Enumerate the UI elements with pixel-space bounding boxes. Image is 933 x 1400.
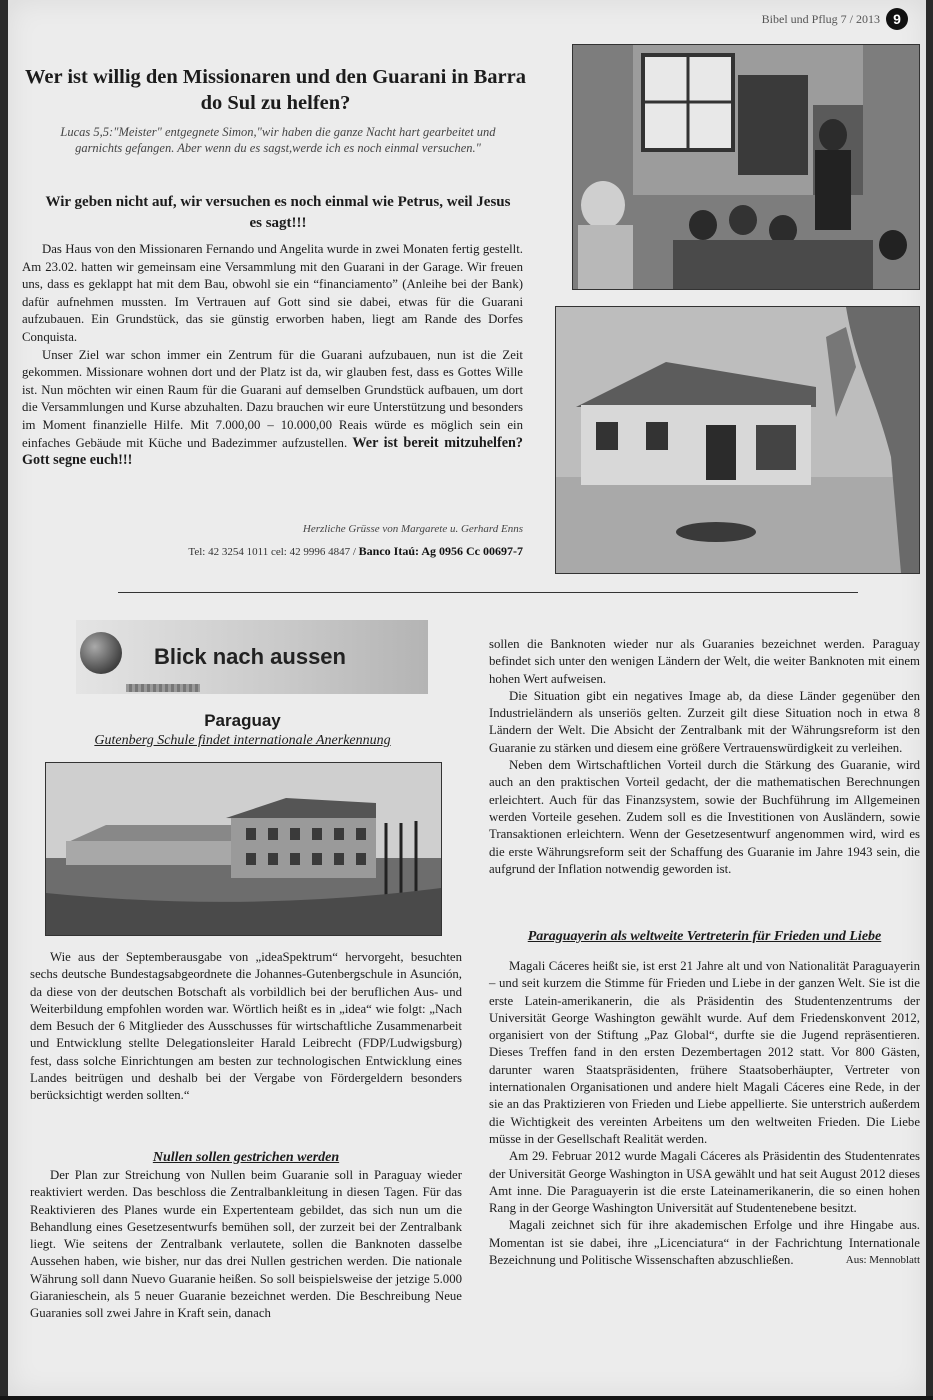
nullen-article-right	[489, 636, 920, 878]
article-body	[22, 241, 523, 470]
article-motto: Wir geben nicht auf, wir versuchen es noch einmal wie Petrus, weil Jesus es sagt!!!	[45, 194, 511, 231]
paragraph	[22, 347, 523, 470]
photo-mission-house	[555, 306, 920, 574]
call-to-action: Wer ist bereit mitzuhelfen? Gott segne euch!!!	[22, 434, 523, 469]
gutenberg-article	[30, 949, 462, 1105]
magazine-page	[8, 0, 926, 1396]
phone-numbers: Tel: 42 3254 1011 cel: 42 9996 4847 /	[188, 546, 356, 558]
paragraph: Magali Cáceres heißt sie, ist erst 21 Jahre alt und von Nationalität Paraguayerin – und seit kurzem die Stimme für Frieden und Liebe in der ganzen Welt. Sie ist die erste Latein-amerikanerin, die als Präsidentin des Studentenzentrums der Universität George Washington gewählt wurde. Auf dem Friedenskonvent 2012, organisiert von der Stiftung „Paz Global“, durfte sie die Jugend repräsentieren. Dieses Treffen fand in den ersten Dezembertagen 2012 statt. Vor 800 Gästen, darunter waren Staatspräsidenten, frühere Staatsoberhäupter, Vertreter von internationalen Organisationen und andere hielt Magali Cáceres eine Rede, in der sie an das Praktizieren von Frieden und Liebe appellierte. Sie unterstrich außerdem die Wichtigkeit des vereinten Arbeitens um den weltweiten Frieden. Die Liebe müsse in der Gesellschaft Realität werden.	[489, 959, 920, 1146]
article-heading-paraguayerin: Paraguayerin als weltweite Vertreterin für Frieden und Liebe	[527, 929, 882, 944]
page-header	[762, 8, 908, 30]
paragraph: Die Situation gibt ein negatives Image ab, da diese Länder gegenüber den Industrieländern als unseriös gelten. Zurzeit gilt diese Situation noch in etwa 8 Ländern der Welt. Die Absicht der Zentralbank mit der Währungsreform ist den Guaranie zu stärken und diesem eine größere Vertrauenswürdigkeit zu verleihen.	[489, 688, 920, 755]
paragraph-text: Magali zeichnet sich für ihre akademischen Erfolge und ihre Hingabe aus. Momentan ist sie dabei, ihre „Licenciatura“ in der Fachrichtung Internationale Bezeichnung und Politische Wissenschaften abzuschließen.	[489, 1218, 920, 1268]
paragraph: Am 29. Februar 2012 wurde Magali Cáceres als Präsidentin des Studentenrates der Universität George Washington in USA gewählt und hat seit August 2012 dieses Amt inne. Die Paraguayerin ist die erste Lateinamerikanerin, die so einen hohen Rang in der George Washington Universität auf Studentenebene besitzt.	[489, 1149, 920, 1216]
contact-line	[22, 544, 523, 559]
paragraph: Neben dem Wirtschaftlichen Vorteil durch die Stärkung des Guaranie, wird auch an den praktischen Vorteil gedacht, der die mathematischen Berechnungen erleichtert. Auch für das Finanzsystem, sowie der Buchführung im Allgemeinen werden Vorteile gesehen. Zudem soll es die Investitionen von Ausländern, sowie Transaktionen erleichtern. Wenn der Gesetzesentwurf angenommen wird, wird es die erste Währungsreform seit der Schaffung des Guaranie im Jahre 1943 sein, die aufgrund der Inflation notwendig geworden ist.	[489, 758, 920, 876]
bible-quote: Lucas 5,5:"Meister" entgegnete Simon,"wir haben die ganze Nacht hart gearbeitet und garnichts gefangen. Aber wenn du es sagst,werde ich es noch einmal versuchen."	[60, 125, 496, 155]
source-credit: Aus: Mennoblatt	[845, 1254, 920, 1267]
photo-gathering	[572, 44, 920, 290]
nullen-article-left	[30, 1167, 462, 1323]
header-text: Bibel und Pflug 7 / 2013	[761, 11, 880, 26]
article-subtitle: Gutenberg Schule findet internationale Anerkennung	[94, 733, 391, 748]
signature: Herzliche Grüsse von Margarete u. Gerhard Enns	[302, 523, 523, 535]
paraguayerin-article	[489, 958, 920, 1269]
banner-decoration	[126, 684, 200, 692]
article-title: Wer ist willig den Missionaren und den Guarani in Barra do Sul zu helfen?	[25, 66, 526, 114]
globe-icon	[80, 632, 122, 674]
page-edge-shadow	[0, 1396, 933, 1400]
paragraph: Der Plan zur Streichung von Nullen beim Guaranie soll in Paraguay wieder reaktiviert werden. Das beschloss die Zentralbankleitung in diesen Tagen. Für das Reaktivieren des Planes wurde ein Expertenteam gebildet, das sich nun um die Behandlung eines Gesetzesentwurfs bemühen soll, der zurzeit bei der Zentralbank liegt. Wie seitens der Zentralbank verlautete, sollen die Banknoten dasselbe Aussehen haben, wie bisher, nur das drei Nullen gestrichen werden. Die nationale Währung soll dann Nuevo Guaranie heißen. So soll beispielsweise der jetzige 5.000 Giaranieschein, als 5 neuer Guaranie bezeichnet werden. Die Beschreibung Neue Guaranies soll zwei Jahre in Kraft sein, danach	[30, 1168, 462, 1321]
country-heading: Paraguay	[204, 711, 281, 730]
bank-details: Banco Itaú: Ag 0956 Cc 00697-7	[358, 544, 523, 558]
paragraph: sollen die Banknoten wieder nur als Guaranies bezeichnet werden. Paraguay befindet sich unter den wenigen Ländern der Welt, die weiter Banknoten mit einem hohen Wert aufweisen.	[489, 637, 920, 686]
section-divider	[118, 592, 858, 593]
page-number: 9	[886, 8, 908, 30]
paragraph-text: Unser Ziel war schon immer ein Zentrum für die Guarani aufzubauen, nun ist die Zeit gekommen. Missionare wohnen dort und der Platz ist da, wir glauben fest, dass es Gottes Wille ist. Nun möchten wir einen Raum für die Guarani auf demselben Grundstück aufbauen, um dort die Versammlungen und Kurse abzuhalten. Dazu brauchen wir eure Unterstützung und besonders im Moment finanzielle Hilfe. Mit 7.000,00 – 10.000,00 Reais würde es möglich sein ein einfaches Gebäude mit Küche und Badezimmer aufzustellen.	[22, 347, 523, 450]
paragraph: Das Haus von den Missionaren Fernando und Angelita wurde in zwei Monaten fertig gestellt. Am 23.02. hatten wir gemeinsam eine Versammlung mit den Guarani in der Garage. Wir freuen uns, dass es geklappt hat mit dem Bau, obwohl sie ein “financiamento” (Anleihe bei der Bank) dafür aufnehmen mussten. Im Vertrauen auf Gott sind sie dabei, etwas für die Guarani aufzubauen. Ein Grundstück, das sie günstig erworben haben, liegt am Rande des Dorfes Conquista.	[22, 242, 523, 344]
paragraph	[489, 1217, 920, 1269]
article-heading-nullen: Nullen sollen gestrichen werden	[152, 1150, 340, 1165]
photo-school	[45, 762, 442, 936]
paragraph: Wie aus der Septemberausgabe von „ideaSpektrum“ hervorgeht, besuchten sechs deutsche Bundestagsabgeordnete die Johannes-Gutenbergschule in Asunción, da diese von der deutschen Botschaft als vorbildlich bei der beruflichen Aus- und Weiterbildung empfohlen worden war. Wörtlich heißt es in „idea“ wie folgt: „Nach dem Besuch der 6 Mitglieder des Ausschusses für wirtschaftliche Zusammenarbeit und Entwicklung stellte Delegationsleiter Harald Leibrecht (FDP/Ludwigsburg) fest, dass solche Einrichtungen am besten zur technologischen Entwicklung eines Landes beitrügen und deshalb bei der Vergabe von Fördergeldern besonders berücksichtigt werden sollten.“	[30, 950, 462, 1103]
section-title: Blick nach aussen	[154, 644, 346, 669]
